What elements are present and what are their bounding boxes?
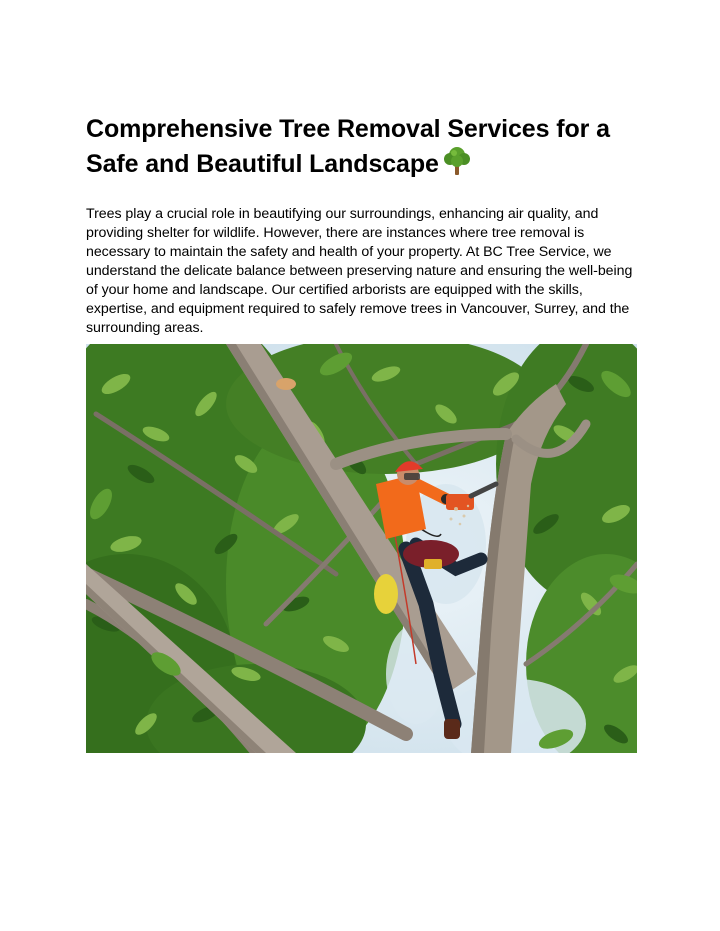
intro-paragraph: Trees play a crucial role in beautifying our surroundings, enhancing air quality, and providing shelter for wildlife. However, there are instances where tree removal is necessary to maintain the safety and health of your property. At BC Tree Service, we understand the delicate balance between preserving nature and ensuring the well-being of your home and landscape. Our certified arborists are equipped with the skills, expertise, and equipment required to safely remove trees in Vancouver, Surrey, and the surrounding areas.	[86, 206, 633, 336]
page-title-text: Comprehensive Tree Removal Services for a Safe and Beautiful Landscape	[86, 115, 610, 178]
arborist-photo	[86, 344, 637, 753]
deciduous-tree-icon	[443, 146, 471, 185]
article	[86, 112, 638, 338]
page-title	[86, 112, 638, 185]
